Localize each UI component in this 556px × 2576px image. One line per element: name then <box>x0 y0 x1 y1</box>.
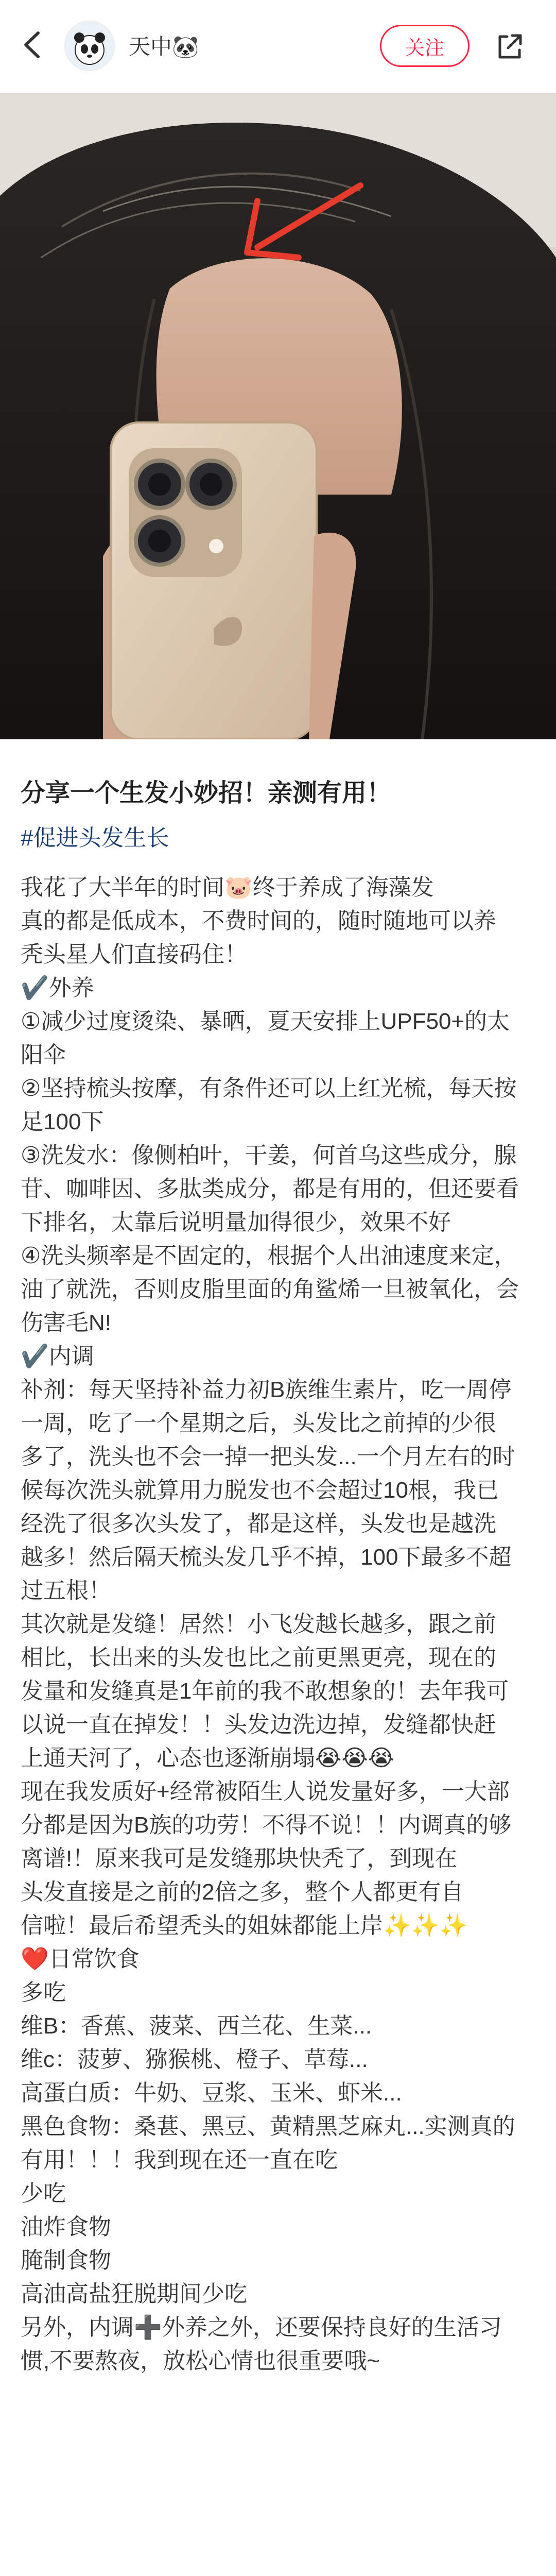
post-title: 分享一个生发小妙招！亲测有用！ <box>21 779 392 807</box>
back-arrow-icon[interactable] <box>15 27 51 63</box>
hashtag-link[interactable]: #促进头发生长 <box>21 825 169 851</box>
panda-avatar-icon <box>65 21 114 71</box>
external-care-paragraph: ①减少过度烫染、暴晒，夏天安排上UPF50+的太 阳伞 ②坚持梳头按摩，有条件还可以上红光梳，每天按 足100下 ③洗发水：像侧柏叶，干姜，何首乌这些成分，腺 苷、咖啡因、多肽类成分，都是有用的，但还要看 下排名，太靠后说明量加得很少，效果不好 ④洗头频率是不固定的，根据个人出油速度来定， 油了就洗，否则皮脂里面的角鲨烯一旦被氧化，会 伤害毛N! <box>21 1009 519 1335</box>
author-avatar[interactable] <box>64 21 115 71</box>
share-icon[interactable] <box>492 28 528 64</box>
closing-paragraph: 另外，内调➕外养之外，还要保持良好的生活习 惯,不要熬夜，放松心情也很重要哦~ <box>21 2315 502 2374</box>
post-body <box>21 871 535 2378</box>
top-bar <box>0 0 556 93</box>
section-heading-diet: ❤️日常饮食 <box>21 1946 140 1972</box>
section-heading-internal-care: ✔️内调 <box>21 1344 94 1369</box>
post-photo[interactable] <box>0 93 556 739</box>
section-heading-external-care: ✔️外养 <box>21 975 94 1001</box>
internal-care-paragraph: 补剂：每天坚持补益力初B族维生素片，吃一周停 一周，吃了一个星期之后，头发比之前掉的少很 多了，洗头也不会一掉一把头发...一个月左右的时 候每次洗头就算用力脱发也不会超过10根，我已 经洗了很多次头发了，都是这样，头发也是越洗 越多！然后隔天梳头发几乎不掉，100下最多不超 过五根！ 其次就是发缝！居然！小飞发越长越多，跟之前 相比，长出来的头发也比之前更黑更亮，现在的 发量和发缝真是1年前的我不敢想象的！去年我可 以说一直在掉发！！头发边洗边掉，发缝都快赶 上通天河了，心态也逐渐崩塌😭😭😭 现在我发质好+经常被陌生人说发量好多，一大部 分都是因为B族的功劳！不得不说！！内调真的够 离谱!！原来我可是发缝那块快秃了，到现在 头发直接是之前的2倍之多，整个人都更有自 信啦！最后希望秃头的姐妹都能上岸✨✨✨ <box>21 1377 515 1938</box>
hair-photo-illustration <box>0 93 556 739</box>
author-name[interactable]: 天中🐼 <box>129 35 199 59</box>
intro-paragraph: 我花了大半年的时间🐷终于养成了海藻发 真的都是低成本，不费时间的，随时随地可以养 秃头星人们直接码住！ <box>21 875 496 967</box>
follow-button[interactable]: 关注 <box>380 25 470 67</box>
diet-paragraph: 多吃 维B：香蕉、菠菜、西兰花、生菜... 维c：菠萝、猕猴桃、橙子、草莓... 高蛋白质：牛奶、豆浆、玉米、虾米... 黑色食物：桑葚、黑豆、黄精黑芝麻丸...实测真的 有用！！！我到现在还一直在吃 少吃 油炸食物 腌制食物 高油高盐狂脱期间少吃 <box>21 1980 515 2307</box>
